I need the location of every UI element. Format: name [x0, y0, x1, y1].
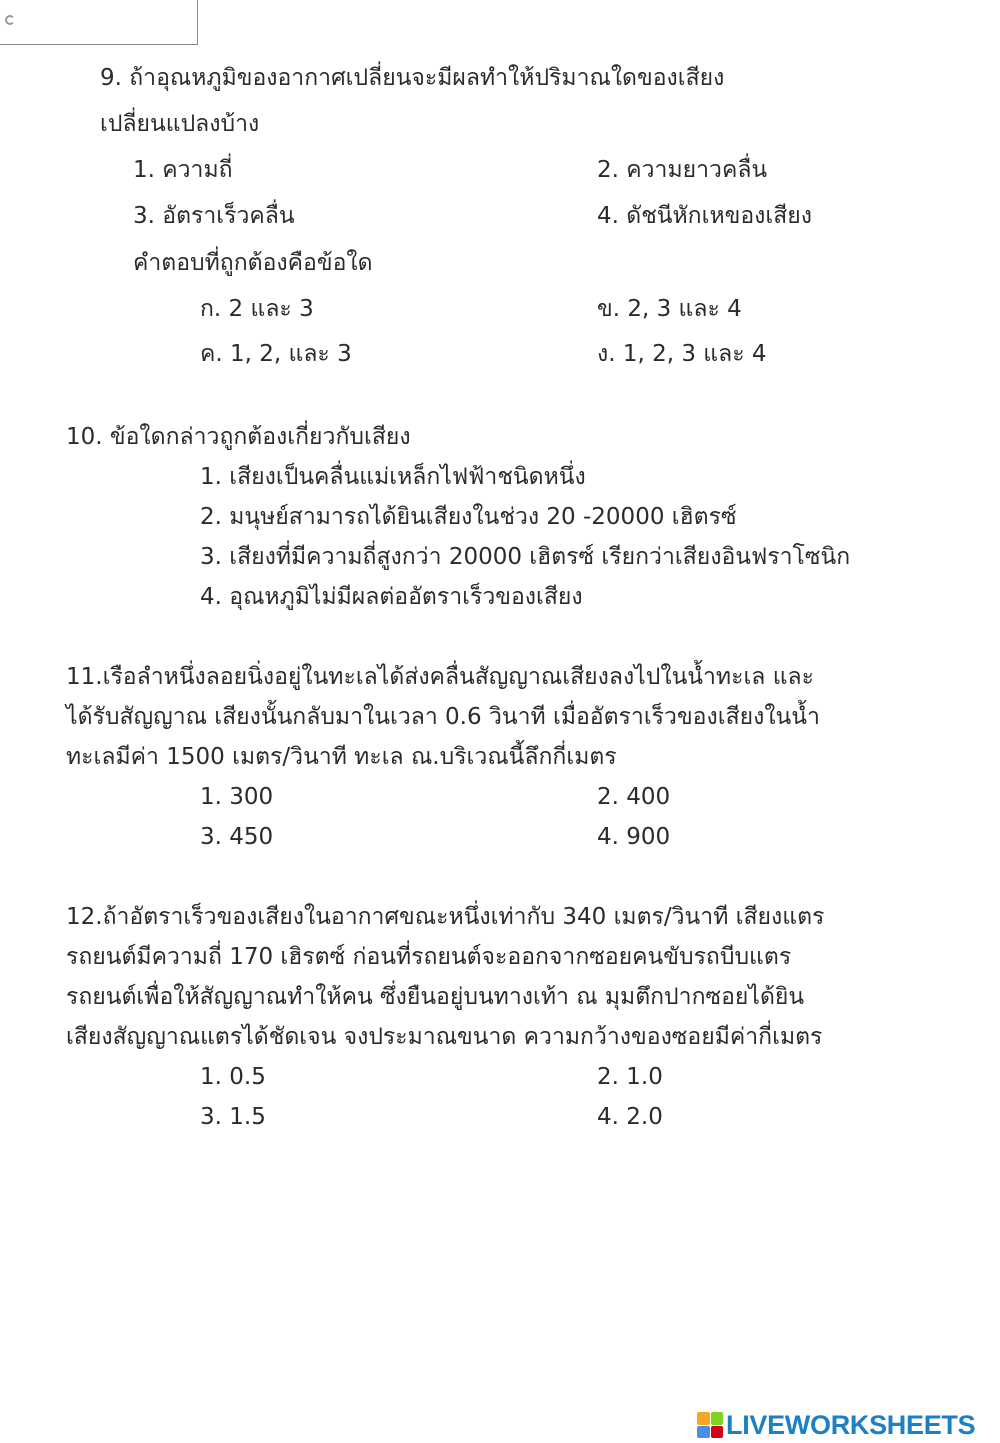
- q9-item-3: 3. อัตราเร็วคลื่น: [133, 203, 295, 229]
- q12-text-line-1: 12.ถ้าอัตราเร็วของเสียงในอากาศขณะหนึ่งเท่ากับ 340 เมตร/วินาที เสียงแตร: [66, 904, 825, 930]
- liveworksheets-logo-icon: [697, 1412, 723, 1438]
- q10-text: 10. ข้อใดกล่าวถูกต้องเกี่ยวกับเสียง: [66, 424, 411, 450]
- q11-choice-3: 3. 450: [200, 824, 274, 850]
- q11-choice-4: 4. 900: [597, 824, 671, 850]
- loading-spinner-icon: [5, 15, 15, 25]
- q11-text-line-1: 11.เรือลำหนึ่งลอยนิ่งอยู่ในทะเลได้ส่งคลื่นสัญญาณเสียงลงไปในน้ำทะเล และ: [66, 664, 814, 690]
- q9-choice-a: ก. 2 และ 3: [200, 296, 314, 322]
- q11-choice-1: 1. 300: [200, 784, 274, 810]
- answer-input-box[interactable]: [0, 0, 198, 45]
- liveworksheets-logo[interactable]: [697, 1410, 975, 1440]
- q12-choice-4: 4. 2.0: [597, 1104, 663, 1130]
- q9-choice-d: ง. 1, 2, 3 และ 4: [597, 341, 767, 367]
- q9-choice-b: ข. 2, 3 และ 4: [597, 296, 742, 322]
- q12-text-line-2: รถยนต์มีความถี่ 170 เฮิรตซ์ ก่อนที่รถยนต์จะออกจากซอยคนขับรถบีบแตร: [66, 944, 792, 970]
- q9-prompt: คำตอบที่ถูกต้องคือข้อใด: [133, 250, 373, 276]
- q10-item-4: 4. อุณหภูมิไม่มีผลต่ออัตราเร็วของเสียง: [200, 584, 583, 610]
- q12-choice-1: 1. 0.5: [200, 1064, 266, 1090]
- q11-choice-2: 2. 400: [597, 784, 671, 810]
- q12-text-line-4: เสียงสัญญาณแตรได้ชัดเจน จงประมาณขนาด ความกว้างของซอยมีค่ากี่เมตร: [66, 1024, 823, 1050]
- q12-choice-3: 3. 1.5: [200, 1104, 266, 1130]
- q12-text-line-3: รถยนต์เพื่อให้สัญญาณทำให้คน ซึ่งยืนอยู่บนทางเท้า ณ มุมตึกปากซอยได้ยิน: [66, 984, 805, 1010]
- q11-text-line-3: ทะเลมีค่า 1500 เมตร/วินาที ทะเล ณ.บริเวณนี้ลึกกี่เมตร: [66, 744, 617, 770]
- q10-item-1: 1. เสียงเป็นคลื่นแม่เหล็กไฟฟ้าชนิดหนึ่ง: [200, 464, 586, 490]
- q9-item-2: 2. ความยาวคลื่น: [597, 157, 768, 183]
- q9-choice-c: ค. 1, 2, และ 3: [200, 341, 352, 367]
- q9-text-line-2: เปลี่ยนแปลงบ้าง: [100, 111, 260, 137]
- q12-choice-2: 2. 1.0: [597, 1064, 663, 1090]
- q11-text-line-2: ได้รับสัญญาณ เสียงนั้นกลับมาในเวลา 0.6 วินาที เมื่ออัตราเร็วของเสียงในน้ำ: [66, 704, 820, 730]
- q9-item-4: 4. ดัชนีหักเหของเสียง: [597, 203, 813, 229]
- q9-text-line-1: 9. ถ้าอุณหภูมิของอากาศเปลี่ยนจะมีผลทำให้ปริมาณใดของเสียง: [100, 65, 725, 91]
- q10-item-3: 3. เสียงที่มีความถี่สูงกว่า 20000 เฮิตรซ์ เรียกว่าเสียงอินฟราโซนิก: [200, 544, 851, 570]
- logo-text: LIVEWORKSHEETS: [726, 1409, 976, 1440]
- q9-item-1: 1. ความถี่: [133, 157, 233, 183]
- q10-item-2: 2. มนุษย์สามารถได้ยินเสียงในช่วง 20 -20000 เฮิตรซ์: [200, 504, 737, 530]
